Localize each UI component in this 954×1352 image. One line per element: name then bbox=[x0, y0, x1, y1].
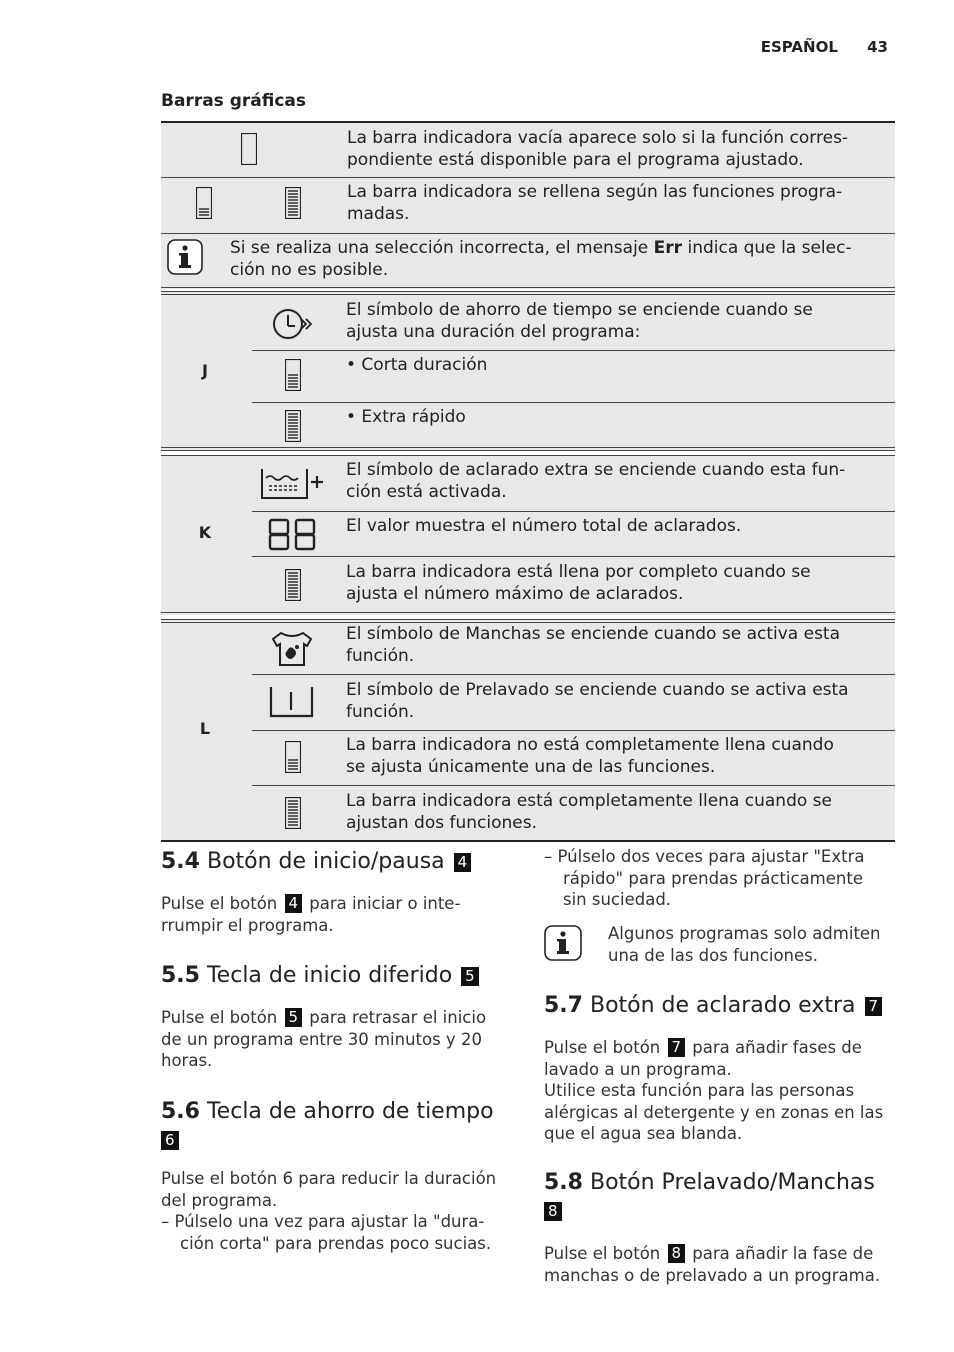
digit-display-icon bbox=[267, 517, 319, 557]
err-code: Err bbox=[653, 238, 683, 258]
info-icon bbox=[544, 925, 582, 965]
partial-bar-icon bbox=[285, 741, 301, 777]
table-l bbox=[161, 619, 895, 842]
key-7-badge: 7 bbox=[865, 997, 883, 1016]
full-bar-icon bbox=[285, 569, 301, 605]
j-row3: • Extra rápido bbox=[346, 407, 466, 427]
key-8-inline: 8 bbox=[668, 1244, 686, 1263]
dash-item-2: – Púlselo dos veces para ajustar "Extra rápido" para prendas prácticamente sin suciedad. bbox=[544, 847, 865, 909]
l-row1-line2: función. bbox=[346, 646, 415, 666]
key-7-inline: 7 bbox=[668, 1038, 686, 1057]
para-5-4: Pulse el botón 4 para iniciar o inte- rrumpir el programa. bbox=[161, 894, 461, 935]
extra-rinse-icon bbox=[259, 465, 329, 505]
dash-item-1-line2: ción corta" para prendas poco sucias. bbox=[180, 1233, 492, 1253]
table-j bbox=[161, 291, 895, 451]
k-row2: El valor muestra el número total de aclarados. bbox=[346, 516, 742, 536]
time-save-icon bbox=[271, 307, 315, 345]
l-row3-line2: se ajusta únicamente una de las funciones. bbox=[346, 757, 716, 777]
prewash-icon bbox=[268, 684, 316, 724]
l-row4-line1: La barra indicadora está completamente llena cuando se bbox=[346, 791, 832, 811]
heading-5-6: 5.6 Tecla de ahorro de tiempo 6 bbox=[161, 1099, 494, 1149]
barras-table bbox=[161, 121, 895, 289]
partial-bar-icon bbox=[285, 359, 301, 395]
l-row2-line1: El símbolo de Prelavado se enciende cuando se activa esta bbox=[346, 680, 849, 700]
full-bar-icon bbox=[285, 410, 301, 446]
l-row1-line1: El símbolo de Manchas se enciende cuando se activa esta bbox=[346, 624, 841, 644]
dash-item-1-line1: – Púlselo una vez para ajustar la "dura- bbox=[161, 1212, 485, 1231]
para-5-7: Pulse el botón 7 para añadir fases de lavado a un programa. Utilice esta función para las personas alérgicas al detergente y en zonas en las que el agua sea blanda. bbox=[544, 1038, 884, 1143]
key-8-badge: 8 bbox=[544, 1202, 562, 1221]
k-row1-line2: ción está activada. bbox=[346, 482, 507, 502]
heading-5-4: 5.4 Botón de inicio/pausa 4 bbox=[161, 849, 473, 874]
empty-bar-icon bbox=[241, 133, 257, 169]
key-5-inline: 5 bbox=[285, 1008, 303, 1027]
heading-5-5: 5.5 Tecla de inicio diferido 5 bbox=[161, 963, 481, 988]
barras-title: Barras gráficas bbox=[161, 91, 306, 111]
letter-l: L bbox=[199, 719, 211, 738]
key-4-inline: 4 bbox=[285, 894, 303, 913]
info-icon bbox=[167, 239, 203, 279]
l-row3-line1: La barra indicadora no está completamente llena cuando bbox=[346, 735, 834, 755]
heading-5-7: 5.7 Botón de aclarado extra 7 bbox=[544, 993, 884, 1018]
stain-shirt-icon bbox=[269, 629, 313, 673]
key-4-badge: 4 bbox=[454, 853, 472, 872]
k-row3-line1: La barra indicadora está llena por completo cuando se bbox=[346, 562, 811, 582]
key-6-badge: 6 bbox=[161, 1131, 179, 1150]
para-5-8: Pulse el botón 8 para añadir la fase de manchas o de prelavado a un programa. bbox=[544, 1244, 881, 1285]
j-row1-line2: ajusta una duración del programa: bbox=[346, 322, 641, 342]
j-row1-line1: El símbolo de ahorro de tiempo se enciende cuando se bbox=[346, 300, 813, 320]
info-text-a: Si se realiza una selección incorrecta, el mensaje bbox=[230, 238, 654, 258]
barras-row2-line2: madas. bbox=[347, 204, 410, 224]
k-row1-line1: El símbolo de aclarado extra se enciende cuando esta fun- bbox=[346, 460, 846, 480]
letter-j: J bbox=[202, 361, 208, 380]
barras-row1-line1: La barra indicadora vacía aparece solo si la función corres- bbox=[347, 128, 849, 148]
page-number: 43 bbox=[867, 38, 888, 56]
heading-5-8: 5.8 Botón Prelavado/Manchas 8 bbox=[544, 1170, 875, 1220]
info-text-b: indica que la selec- bbox=[682, 238, 852, 258]
note-text: Algunos programas solo admiten una de las dos funciones. bbox=[608, 924, 881, 965]
partial-bar-icon bbox=[196, 187, 212, 223]
j-row2: • Corta duración bbox=[346, 355, 488, 375]
l-row4-line2: ajustan dos funciones. bbox=[346, 813, 537, 833]
barras-row1-line2: pondiente está disponible para el programa ajustado. bbox=[347, 150, 804, 170]
full-bar-icon bbox=[285, 187, 301, 223]
barras-row2-line1: La barra indicadora se rellena según las funciones progra- bbox=[347, 182, 843, 202]
key-5-badge: 5 bbox=[461, 967, 479, 986]
para-5-5: Pulse el botón 5 para retrasar el inicio de un programa entre 30 minutos y 20 horas. bbox=[161, 1008, 487, 1070]
letter-k: K bbox=[198, 523, 212, 542]
l-row2-line2: función. bbox=[346, 702, 415, 722]
para-5-6: Pulse el botón 6 para reducir la duración del programa. – Púlselo una vez para ajustar la "dura- ción corta" para prendas poco sucias. bbox=[161, 1169, 497, 1253]
k-row3-line2: ajusta el número máximo de aclarados. bbox=[346, 584, 684, 604]
section-name: ESPAÑOL bbox=[760, 38, 838, 56]
page-header bbox=[737, 38, 888, 56]
full-bar-icon bbox=[285, 797, 301, 833]
table-k bbox=[161, 455, 895, 615]
info-text-line2: ción no es posible. bbox=[230, 260, 389, 280]
